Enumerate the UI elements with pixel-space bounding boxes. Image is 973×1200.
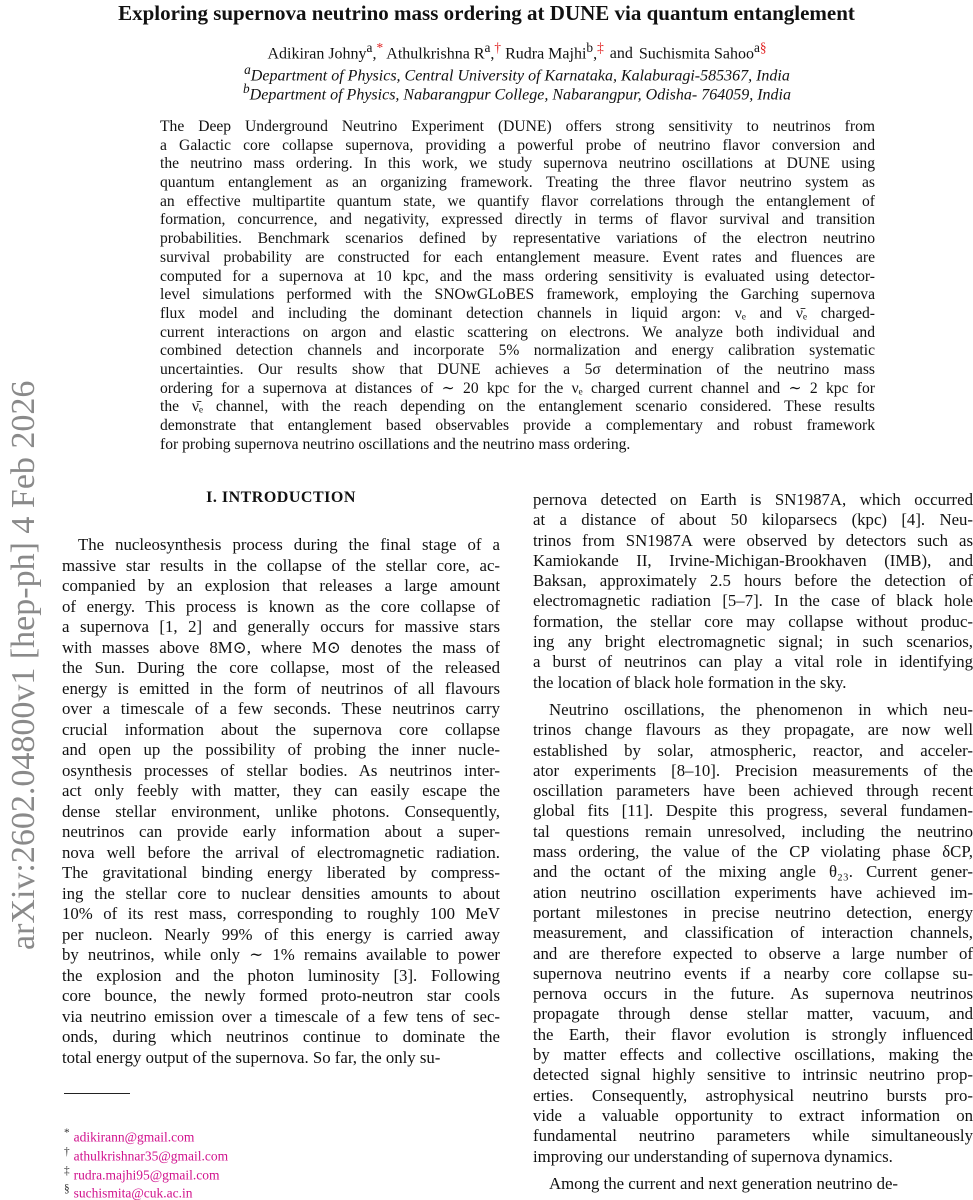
text-line: detected signal highly sensitive to intrinsic neutrino prop- bbox=[533, 1065, 973, 1085]
author-affiliation-mark: b bbox=[586, 40, 594, 55]
email-link[interactable]: suchismita@cuk.ac.in bbox=[73, 1185, 193, 1200]
email-link[interactable]: athulkrishnar35@gmail.com bbox=[73, 1148, 229, 1164]
text-line: supernova neutrino events if a nearby core collapse su- bbox=[533, 963, 973, 983]
text-line: uncertainties. Our results show that DUNE achieves a 5σ determination of the neutrino mass bbox=[160, 360, 875, 378]
text-line: fundamental neutrino parameters while simultaneously bbox=[533, 1126, 973, 1146]
text-line: for probing supernova neutrino oscillations and the neutrino mass ordering. bbox=[160, 435, 631, 453]
text-line: current interactions on argon and elastic scattering on electrons. We analyze both individual and bbox=[160, 323, 875, 341]
text-line: the neutrino mass ordering. In this work, we study supernova neutrino oscillations at DUNE using bbox=[160, 155, 875, 173]
text-line: Kamiokande II, Irvine-Michigan-Brookhaven (IMB), and bbox=[533, 550, 973, 570]
text-line: combined detection channels and incorporate 5% normalization and energy calibration systematic bbox=[160, 342, 875, 360]
affiliation-a: $^a$Department of Physics, Central University of Karnataka, Kalaburagi-585367, India bbox=[244, 62, 790, 85]
left-column bbox=[62, 535, 500, 1068]
text-line: erties. Consequently, astrophysical neutrino bursts pro- bbox=[533, 1085, 973, 1105]
text-line: act only feebly with matter, they can easily escape the bbox=[62, 781, 500, 800]
text-line: by neutrinos, while only ∼ 1% remains available to power bbox=[62, 945, 500, 964]
text-line: oscillation parameters have been achieved through recent bbox=[533, 781, 973, 801]
text-line: global fits [11]. Despite this progress, several fundamen- bbox=[533, 801, 973, 821]
text-line: massive star results in the collapse of the stellar core, ac- bbox=[62, 555, 500, 575]
text-line: formation, concurrence, and negativity, expressed directly in terms of flavor survival and transition bbox=[160, 211, 875, 229]
author-affiliation-mark: a bbox=[753, 40, 760, 55]
author-affiliation-mark: a bbox=[484, 40, 491, 55]
text-line: over a timescale of a few seconds. These neutrinos carry bbox=[62, 699, 500, 718]
text-line: a supernova [1, 2] and generally occurs for massive stars bbox=[62, 617, 500, 636]
text-line: and open up the possibility of probing the inner nucle- bbox=[62, 740, 500, 759]
text-line: the Earth, their flavor evolution is strongly influenced bbox=[533, 1024, 973, 1044]
footnote: † athulkrishnar35@gmail.com bbox=[64, 1146, 229, 1164]
text-line: mass ordering, the value of the CP violating phase δCP, bbox=[533, 842, 973, 862]
text-line: The gravitational binding energy liberated by compress- bbox=[62, 863, 500, 882]
text-line: electromagnetic radiation [5–7]. In the case of black hole bbox=[533, 591, 973, 611]
text-line: ation neutrino oscillation experiments have achieved im- bbox=[533, 882, 973, 902]
text-line: the ν̄ₑ channel, with the reach depending on the entanglement scenario considered. These results bbox=[160, 398, 875, 416]
text-line: demonstrate that entanglement based observables provide a complementary and robust framework bbox=[160, 417, 875, 434]
text-line: Baksan, approximately 2.5 hours before the detection of bbox=[533, 571, 973, 591]
right-column bbox=[533, 490, 973, 1194]
text-line: computed for a supernova at 10 kpc, and the mass ordering sensitivity is evaluated using detector- bbox=[160, 267, 875, 285]
author-footnote-mark[interactable]: ‡ bbox=[597, 40, 604, 55]
paragraph bbox=[533, 1174, 973, 1194]
text-line: portant milestones in precise neutrino detection, energy bbox=[533, 902, 973, 922]
text-line: trinos from SN1987A were observed by detectors such as bbox=[533, 530, 973, 550]
text-line: crucial information about the supernova core collapse bbox=[62, 719, 500, 739]
text-line: a burst of neutrinos can play a vital role in identifying bbox=[533, 652, 973, 672]
text-line: survival probability are constructed for each entanglement measure. Event rates and fluences are bbox=[160, 248, 875, 266]
text-line: level simulations performed with the SNOwGLoBES framework, employing the Garching supernova bbox=[160, 286, 875, 304]
text-line: the explosion and the photon luminosity [3]. Following bbox=[62, 965, 500, 985]
text-line: vide a valuable opportunity to extract information on bbox=[533, 1105, 973, 1125]
affiliation-b: $^b$Department of Physics, Nabarangpur College, Nabarangpur, Odisha- 764059, India bbox=[243, 81, 791, 104]
text-line: The Deep Underground Neutrino Experiment (DUNE) offers strong sensitivity to neutrinos from bbox=[160, 118, 875, 135]
text-line: total energy output of the supernova. So far, the only su- bbox=[62, 1047, 441, 1067]
author-footnote-mark[interactable]: † bbox=[494, 40, 502, 55]
author-footnote-mark[interactable]: § bbox=[759, 40, 767, 55]
text-line: the location of black hole formation in the sky. bbox=[533, 672, 847, 692]
paragraph bbox=[533, 700, 973, 1167]
text-line: onds, during which neutrinos continue to dominate the bbox=[62, 1027, 500, 1046]
text-line: formation, the stellar core may collapse without produc- bbox=[533, 611, 973, 631]
text-line: with masses above 8M⊙, where M⊙ denotes the mass of bbox=[62, 637, 500, 657]
footnote: § suchismita@cuk.ac.in bbox=[64, 1183, 193, 1200]
text-line: Among the current and next generation neutrino de- bbox=[549, 1173, 899, 1193]
text-line: the Sun. During the core collapse, most of the released bbox=[62, 658, 500, 677]
text-line: ordering for a supernova at distances of ∼ 20 kpc for the νₑ charged current channel and ∼ 2 kpc for bbox=[160, 379, 875, 397]
text-line: dense stellar environment, unlike photons. Consequently, bbox=[62, 801, 500, 821]
author-name: Adikiran Johny bbox=[267, 45, 367, 63]
text-line: nova well before the arrival of electromagnetic radiation. bbox=[62, 842, 500, 862]
text-line: tal questions remain unresolved, including the neutrino bbox=[533, 821, 973, 841]
text-line: an effective multipartite quantum state, we quantify flavor correlations through the entanglement of bbox=[160, 192, 875, 210]
author-name: Suchismita Sahoo bbox=[638, 45, 754, 63]
text-line: companied by an explosion that releases a large amount bbox=[62, 576, 500, 595]
text-line: measurement, and classification of interaction channels, bbox=[533, 923, 973, 943]
text-line: quantum entanglement as an organizing framework. Treating the three flavor neutrino system as bbox=[160, 174, 875, 192]
text-line: probabilities. Benchmark scenarios defined by representative variations of the electron neutrino bbox=[160, 230, 875, 248]
footnote: * adikirann@gmail.com bbox=[64, 1127, 195, 1145]
paper-title: Exploring supernova neutrino mass ordering at DUNE via quantum entanglement bbox=[118, 1, 855, 25]
text-line: energy is emitted in the form of neutrinos of all flavours bbox=[62, 678, 500, 698]
abstract bbox=[160, 118, 875, 454]
text-line: and the octant of the mixing angle θ₂₃. Current gener- bbox=[533, 862, 973, 882]
section-heading: I. INTRODUCTION bbox=[206, 489, 356, 506]
text-line: ing the stellar core to nuclear densities amounts to about bbox=[62, 883, 500, 903]
text-line: established by solar, atmospheric, reactor, and acceler- bbox=[533, 740, 973, 760]
email-link[interactable]: adikirann@gmail.com bbox=[73, 1129, 195, 1145]
and-text: and bbox=[609, 45, 633, 63]
author-affiliation-mark: a bbox=[366, 40, 373, 55]
text-line: The nucleosynthesis process during the final stage of a bbox=[78, 535, 500, 554]
footnote: ‡ rudra.majhi95@gmail.com bbox=[64, 1165, 220, 1183]
text-line: Neutrino oscillations, the phenomenon in which neu- bbox=[549, 699, 973, 719]
footnote-rule bbox=[64, 1093, 130, 1094]
author-name: Rudra Majhi bbox=[505, 45, 587, 63]
text-line: 10% of its rest mass, corresponding to roughly 100 MeV bbox=[62, 904, 500, 923]
text-line: pernova detected on Earth is SN1987A, which occurred bbox=[533, 490, 973, 509]
text-line: and are therefore expected to observe a large number of bbox=[533, 943, 973, 963]
text-line: ator experiments [8–10]. Precision measurements of the bbox=[533, 760, 973, 780]
text-line: pernova occurs in the future. As supernova neutrinos bbox=[533, 984, 973, 1004]
text-line: at a distance of about 50 kiloparsecs (kpc) [4]. Neu- bbox=[533, 510, 973, 530]
text-line: per nucleon. Nearly 99% of this energy is carried away bbox=[62, 924, 500, 944]
text-line: improving our understanding of supernova dynamics. bbox=[533, 1146, 893, 1166]
text-line: osynthesis processes of stellar bodies. As neutrinos inter- bbox=[62, 760, 500, 780]
text-line: neutrinos can provide early information about a super- bbox=[62, 822, 500, 841]
text-line: of energy. This process is known as the core collapse of bbox=[62, 596, 500, 616]
text-line: ing any bright electromagnetic signal; in such scenarios, bbox=[533, 632, 973, 652]
author-footnote-mark[interactable]: * bbox=[376, 40, 384, 55]
text-line: a Galactic core collapse supernova, providing a powerful probe of neutrino flavor conversion and bbox=[160, 136, 875, 154]
paragraph bbox=[533, 490, 973, 693]
text-line: core bounce, the newly formed proto-neutron star cools bbox=[62, 986, 500, 1005]
arxiv-stamp: arXiv:2602.04800v1 [hep-ph] 4 Feb 2026 bbox=[5, 380, 42, 950]
text-line: flux model and including the dominant detection channels in liquid argon: νₑ and ν̄ₑ charged- bbox=[160, 304, 875, 322]
text-line: by matter effects and collective oscillations, making the bbox=[533, 1045, 973, 1065]
author-name: Athulkrishna R bbox=[386, 45, 485, 63]
text-line: via neutrino emission over a timescale of a few tens of sec- bbox=[62, 1006, 500, 1026]
text-line: trinos change flavours as they propagate, are now well bbox=[533, 720, 973, 740]
email-link[interactable]: rudra.majhi95@gmail.com bbox=[73, 1167, 220, 1183]
author-list: Adikiran Johny$^a$,* Athulkrishna $R^a,^\dagger$ Rudra Majhi$^b$,‡ and Suchismita Sahoo$^{a\S}$ bbox=[267, 40, 767, 63]
text-line: propagate through dense stellar matter, vacuum, and bbox=[533, 1004, 973, 1024]
